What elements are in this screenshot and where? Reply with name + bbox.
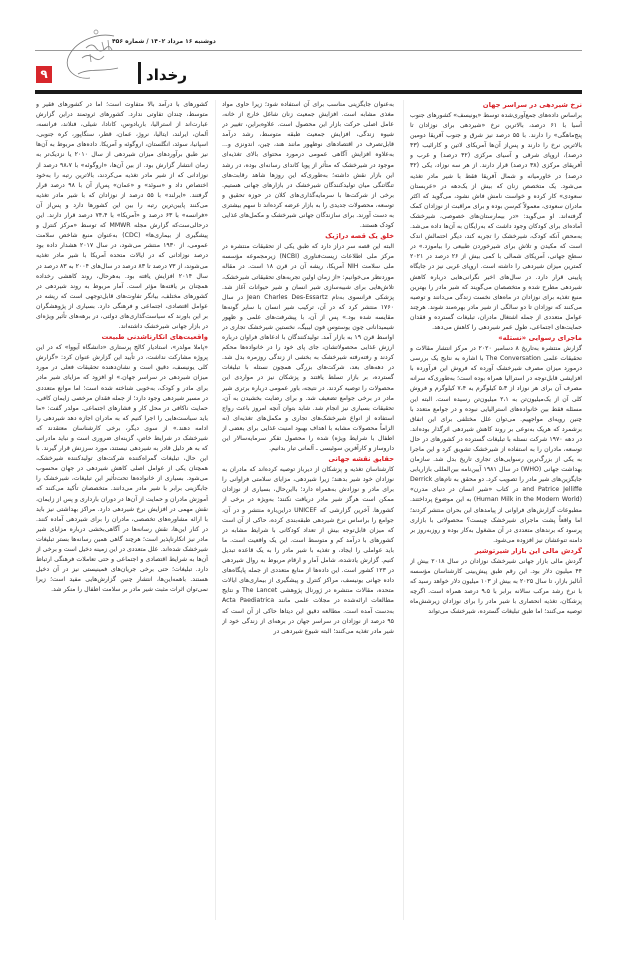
paragraph: به‌عنوان جایگزینی مناسب برای آن استفاده شود؛ زیرا حاوی مواد مغذی مشابه است. افزایش جمعیت زنان شاغل خارج از خانه، عامل اصلی حرکت بازار این محصول است. علاوه‌براین، تغییر در شیوه زندگی، افزایش جمعیت طبقه متوسط، رشد درآمد قابل‌تصرف در اقتصادهای نوظهور مانند هند، چین، اندونزی و... به‌علاوه افزایش آگاهی عمومی درمورد محتوای بالای تغذیه‌ای موجود در شیرخشک که متأثر از پویا کاندای رسانه‌ای بوده، در رشد این بازار نقش داشته؛ به‌طوری‌که این روزها شاهد رقابت‌های تنگاتنگی میان تولیدکنندگان شیرخشک در بازارهای جهانی هستیم. برخی از شرکت‌ها با سرمایه‌گذاری‌های کلان در حوزه تحقیق و توسعه، محصولات جدیدی را به بازار عرضه کرده‌اند تا سهم بیشتری به دست آورند. برای سازندگان جهانی شیرخشک و مکمل‌های غذایی کودک هستند. bbox=[222, 101, 394, 230]
subheading: حقایق نقشه جهانی bbox=[328, 455, 394, 464]
header-thick-rule bbox=[35, 90, 582, 94]
article-column-left bbox=[36, 100, 208, 920]
subheading: ماجرای رسوایی «نستله» bbox=[498, 334, 582, 343]
subheading: خلق یک قصه دراژیک bbox=[325, 232, 394, 241]
section-title: رخداد bbox=[146, 66, 187, 84]
paragraph: البته این قصه سر دراز دارد که طبق یکی از تحقیقات منتشره در مرکز ملی اطلاعات زیست‌فناوری (NCBI) زیرمجموعه مؤسسه ملی سلامت NIH آمریکا، ریشه آن در قرن ۱۸ است. در مقاله موردنظر می‌خوانیم: «از زمان اولین تجربه‌های تحقیقاتی شیرخشک، تلاش‌هایی برای شبیه‌سازی شیر انسان و شیر حیوانات آغاز شد. پزشکی فرانسوی به‌نام Jean Charles Des-Essartz در سال ۱۷۶۰ منتشر کرد که در آن، ترکیب شیر انسان با سایر گونه‌ها مقایسه شده بود.» پس از آن، با پیشرفت‌های علمی و ظهور شیمیدانانی چون یوستوس فون لیبیگ، نخستین شیرخشک تجاری در اواسط قرن ۱۹ به بازار آمد. تولیدکنندگان با ادعاهای فراوان درباره ارزش غذایی محصولاتشان، جای پای خود را در خانواده‌ها محکم کردند و رفته‌رفته شیرخشک به بخشی از زندگی روزمره بدل شد. در دهه‌های بعد، شرکت‌های بزرگی همچون نستله با تبلیغات گسترده، بر بازار تسلط یافتند و پزشکان نیز در مواردی این محصولات را توصیه کردند. در نتیجه، باور عمومی درباره برتری شیر مادر در برخی جوامع تضعیف شد. و برای رضایت بخشیدن به آن، تحقیقات بسیاری نیز انجام شد. شاید بتوان آنچه امروز باعث رواج استفاده از انواع شیرخشک‌های تجاری و مکمل‌های تغذیه‌ای (نه الزاماً محصولات مشابه با اهداف بهبود امنیت غذایی برای بعضی از اطفال با شرایط ویژه) شده را محصول تفکر سرمایه‌سالار این داروساز و کارآفرین سوئیسی ـ آلمانی تبار بدانیم. bbox=[222, 243, 394, 453]
paragraph: کارشناسان تغذیه و پزشکان از دیرباز توصیه کرده‌اند که مادران به نوزادان خود شیر بدهند؛ زیرا شیردهی، مزایای سلامتی فراوانی را برای مادر و نوزادش به‌همراه دارد؛ بااین‌حال، بسیاری از نوزادان ممکن است هرگز شیر مادر دریافت نکنند؛ به‌ویژه در برخی از کشورها. آخرین گزارشی که UNICEF دراین‌باره منتشر و در آن، جوامع را براساس نرخ شیردهی طبقه‌بندی کرده، حاکی از آن است که میزان قابل‌توجه بیش از تعداد کودکانی با شرایط مشابه در کشورهای با درآمد کم و متوسط است. این یک واقعیت است. ما باید عواملی را ایجاد، و تغذیه با شیر مادر را به یک قاعده تبدیل کنیم. گزارش یادشده، شامل آمار و ارقام مربوط به روال شیردهی در ۱۲۳ کشور است. این داده‌ها از منابع متعددی از جمله پایگاه‌های داده جهانی یونیسف، مراکز کنترل و پیشگیری از بیماری‌های ایالات متحده، مقالات منتشره در ژورنال پژوهشی The Lancet و نتایج مطالعات ارائه‌شده در مجلات علمی مانند Acta Paediatrica به‌دست آمده است. مطالعه دقیق این دیتاها حاکی از آن است که ۹۵ درصد از نوزادان در سراسر جهان در برهه‌ای از زندگی خود از شیر مادر تغذیه می‌کنند؛ البته شیوع شیردهی در bbox=[222, 466, 394, 635]
newspaper-logo-icon bbox=[56, 28, 122, 86]
paragraph: گزارش منتشره به‌تاریخ ۸ دسامبر ۲۰۲۰ در مرکز انتشار مقالات و تحقیقات علمی The Conversation با اشاره به نتایج یک بررسی درمورد میزان مصرف شیرخشک آورده که فروش این فرآورده با افزایشی قابل‌توجه در استرالیا همراه بوده است؛ به‌طوری‌که سرانه مصرف آن برای هر نوزاد از ۵،۳ کیلوگرم به ۷،۴ کیلوگرم و فروش کلی آن از یک‌میلیون‌تن به ۲،۱ میلیون‌تن رسیده است. البته این مسئله فقط بین خانواده‌های استرالیایی نبوده و در جوامع متعدد با چنین رویه‌ای مواجهیم. می‌توان علل مختلفی برای این اتفاق برشمرد که هریک به‌نوعی بر روند کاهش شیردهی اثرگذار بوده‌اند. در دهه ۱۹۷۰ شرکت نستله با تبلیغات گسترده در کشورهای در حال توسعه، مادران را به استفاده از شیرخشک تشویق کرد و این ماجرا به یکی از بزرگ‌ترین رسوایی‌های تجاری تاریخ بدل شد. سازمان بهداشت جهانی (WHO) در سال ۱۹۸۱ آیین‌نامه بین‌المللی بازاریابی جایگزین‌های شیر مادر را تصویب کرد. دو محقق به نام‌های Derrick and Patrice Jelliffe در کتاب «شیر انسان در دنیای مدرن» (Human Milk in the Modern World) به این موضوع پرداختند. مطبوعات گزارش‌های فراوانی از پیامدهای این بحران منتشر کردند؛ اما واقعاً پشت ماجرای شیرخشک چیست؟ محصولاتی با بازاری پرسود که برندهای متعددی در آن مشغول به‌کار بوده و روزبه‌روز بر دامنه تنوعشان نیز افزوده می‌شود. bbox=[410, 345, 582, 544]
page-number-badge: ۹ bbox=[36, 66, 52, 83]
paragraph: کشورهای با درآمد بالا متفاوت است؛ اما در کشورهای فقیر و متوسط، چندان تفاوتی ندارد. کشورهای ثروتمند دراین گزارش عبارت‌اند از استرالیا، باربادوس، کانادا، شیلی، فنلاند، فرانسه، آلمان، ایرلند، ایتالیا، نروژ، عمان، قطر، سنگاپور، کره جنوبی، اسپانیا، سوئد، انگلستان، اروگوئه و آمریکا. داده‌های مربوط به آن‌ها نیز طبق برآوردهای میزان شیردهی از سال ۲۰۱۰ یا نزدیک‌تر به زمان انتشار گزارش بود. از بین آن‌ها، «اروگوئه» با ۹۸،۷ درصد از نوزادانی که از شیر مادر تغذیه می‌کردند، بالاترین رتبه را به‌خود اختصاص داد و «سوئد» و «عمان» پس‌از آن با ۹۸ درصد قرار گرفتند. «ایرلند» با ۵۵ درصد از نوزادان که با شیر مادر تغذیه می‌کنند پایین‌ترین رتبه را بین این کشورها دارد و پس‌از آن «فرانسه» با ۶۳ درصد و «آمریکا» با ۷۴،۴ درصد قرار دارند. این درحالی‌ست‌که گزارش مجله MMWR که توسط «مرکز کنترل و پیشگیری از بیماری‌ها» (CDC) به‌عنوان منبع شاخص سلامت عمومی، از ۱۹۳۰ منتشر می‌شود، در سال ۲۰۱۷ هشدار داده بود درصد نوزادانی که در ایالات متحده آمریکا با شیر مادر تغذیه می‌شوند، از ۷۳ درصد تا ۸۳ درصد در سال‌های ۲۰۰۴ به ۸۳ درصد در سال ۲۰۱۴ افزایش یافته بود. به‌هرحال، روند کاهشی رخداده همچنان بر یافته‌ها مؤثر است. آمار مربوط به روند شیردهی در کشورهای مختلف، بیانگر تفاوت‌های قابل‌توجهی است که ریشه در عوامل اقتصادی، اجتماعی و فرهنگی دارد. بسیاری از پژوهشگران بر این باورند که سیاست‌گذاری‌های دولتی، در برهه‌های تأثیر ویژه‌ای در بازار جهانی شیرخشک داشته‌اند. bbox=[36, 101, 208, 331]
subheading: گردش مالی این بازار شیرتوشیر bbox=[474, 546, 582, 555]
dateline: دوشنبه ۱۶ مرداد ۱۴۰۲ / شماره ۴۵۶ bbox=[112, 38, 216, 45]
column-divider bbox=[403, 100, 404, 920]
section-title-bar bbox=[138, 62, 141, 84]
article-column-right bbox=[410, 100, 582, 920]
paragraph: گردش مالی بازار جهانی شیرخشک نوزادان در سال ۲۰۱۸ بیش از ۴۴ میلیون دلار بود. این رقم طبق پیش‌بینی کارشناسان مؤسسه آنالیز بازار، تا سال ۲۰۲۵ به بیش از ۱۰۳ میلیون دلار خواهد رسید که با نرخ رشد مرکب سالانه برابر با ۹،۵ درصد همراه است. اگرچه پزشکان، تغذیه انحصاری با شیر مادر را برای نوزادان زیرشش‌ماه توصیه می‌کنند؛ اما طبق تبلیغات گسترده، شیرخشک می‌تواند bbox=[410, 557, 582, 616]
paragraph: براساس داده‌های جمع‌آوری‌شده توسط «یونیسف» کشورهای جنوب آسیا با ۶۱ درصد، بالاترین نرخ «شیردهی برای نوزادان تا پنج‌ماهگی» را دارند. با ۵۵ درصد نیز شرق و جنوب آفریقا دومین بالاترین نرخ را دارند و پس‌از آن‌ها آمریکای لاتین و کارائیب (۴۳ درصد)، اروپای شرقی و آسیای مرکزی (۴۲ درصد) و غرب و آفریقای مرکزی (۳۸ درصد) قرار دارند. از هر سه نوزاد، یکی (۳۲ درصد) در خاورمیانه و شمال آفریقا فقط با شیر مادر تغذیه می‌شود. یک متخصص زنان که بیش از یک‌دهه در «عربستان سعودی» کار کرده و خواست نامش فاش نشود، می‌گوید که اکثر مادران سعودی، معمولاً کم‌سن بوده و برای مراقبت از نوزادان کمک گرفته‌اند. او می‌گوید: «در بیمارستان‌های خصوصی، شیرخشک آماده‌ای برای کودکان وجود داشت که به‌رایگان به آن‌ها داده می‌شد. به‌محض آنکه کودک، شیرخشک را تجربه کند، دیگر احتمالش اندک است که مکیدن و تلاش برای شیرخوردن طبیعی را بیاموزد.» در سطح جهانی، آمریکای شمالی با کمی بیش از ۲۶ درصد در ۲۰۲۱ کمترین میزان شیردهی را داشته است. اروپای غربی نیز در جایگاه پایینی قرار دارد. در سال‌های اخیر نگرانی‌هایی درباره کاهش شیردهی مطرح شده و متخصصان می‌گویند که شیر مادر را بهترین منبع تغذیه برای نوزادان در ماه‌های نخست زندگی می‌دانند و توصیه می‌کنند که نوزادان تا دو سالگی از شیر مادر بهره‌مند شوند. هرچند عوامل متعددی از جمله اشتغال مادران، تبلیغات گسترده و فقدان حمایت‌های اجتماعی، طول عمر شیردهی را کاهش می‌دهد. bbox=[410, 112, 582, 331]
paragraph: «پاملا مولدر»، استادیار کالج پرستاری «دانشگاه آیووا» که در این پروژه مشارکت نداشت، در تأیید این گزارش عنوان کرد: «گزارش کلی یونیسف، دقیق است و نشان‌دهنده تحقیقات فعلی در مورد میزان شیردهی در سراسر جهان.» او افزود که مزایای شیر مادر برای مادر و کودک، به‌خوبی شناخته شده است؛ اما موانع متعددی در مسیر شیردهی وجود دارد؛ از جمله فقدان مرخصی زایمان کافی، حمایت ناکافی در محل کار و فشارهای اجتماعی. مولدر گفت: «ما باید سیاست‌هایی را اجرا کنیم که به مادران اجازه دهد شیردهی را ادامه دهند.» از سوی دیگر، برخی کارشناسان معتقدند که شیرخشک در شرایط خاص، گزینه‌ای ضروری است و نباید مادرانی که به هر دلیل قادر به شیردهی نیستند، مورد سرزنش قرار گیرند. با این حال، تبلیغات گمراه‌کننده شرکت‌های تولیدکننده شیرخشک، همچنان یکی از عوامل اصلی کاهش شیردهی در جهان محسوب می‌شود. بسیاری از خانواده‌ها تحت‌تأثیر این تبلیغات، شیرخشک را جایگزینی برابر با شیر مادر می‌دانند. متخصصان تأکید می‌کنند که آموزش مادران و حمایت از آن‌ها در دوران بارداری و پس از زایمان، نقش مهمی در افزایش نرخ شیردهی دارد. مراکز بهداشتی نیز باید با ارائه مشاوره‌های تخصصی، مادران را برای شیردهی آماده کنند. در کنار این‌ها، نقش رسانه‌ها در آگاهی‌بخشی درباره مزایای شیر مادر نیز انکارناپذیر است؛ هرچند گاهی همین رسانه‌ها بستر تبلیغات شیرخشک شده‌اند. علل متعددی در این زمینه دخیل است و برخی از آن‌ها به شرایط اقتصادی و اجتماعی و حتی تعاملات فرهنگی ارتباط دارد. تبلیغات؛ حتی برخی جریان‌های فمینیستی نیز در آن دخیل هستند. باهمه‌این‌ها، انتشار چنین گزارش‌هایی مفید است؛ زیرا نمی‌توان اثرات مثبت شیر مادر بر سلامت اطفال را منکر شد. bbox=[36, 344, 208, 594]
column-divider bbox=[215, 100, 216, 920]
subheading: واقعیت‌های انکارناشدنی طبیعت bbox=[101, 333, 208, 342]
subheading: نرخ شیردهی در سراسر جهان bbox=[482, 101, 582, 109]
article-column-middle bbox=[222, 100, 394, 920]
